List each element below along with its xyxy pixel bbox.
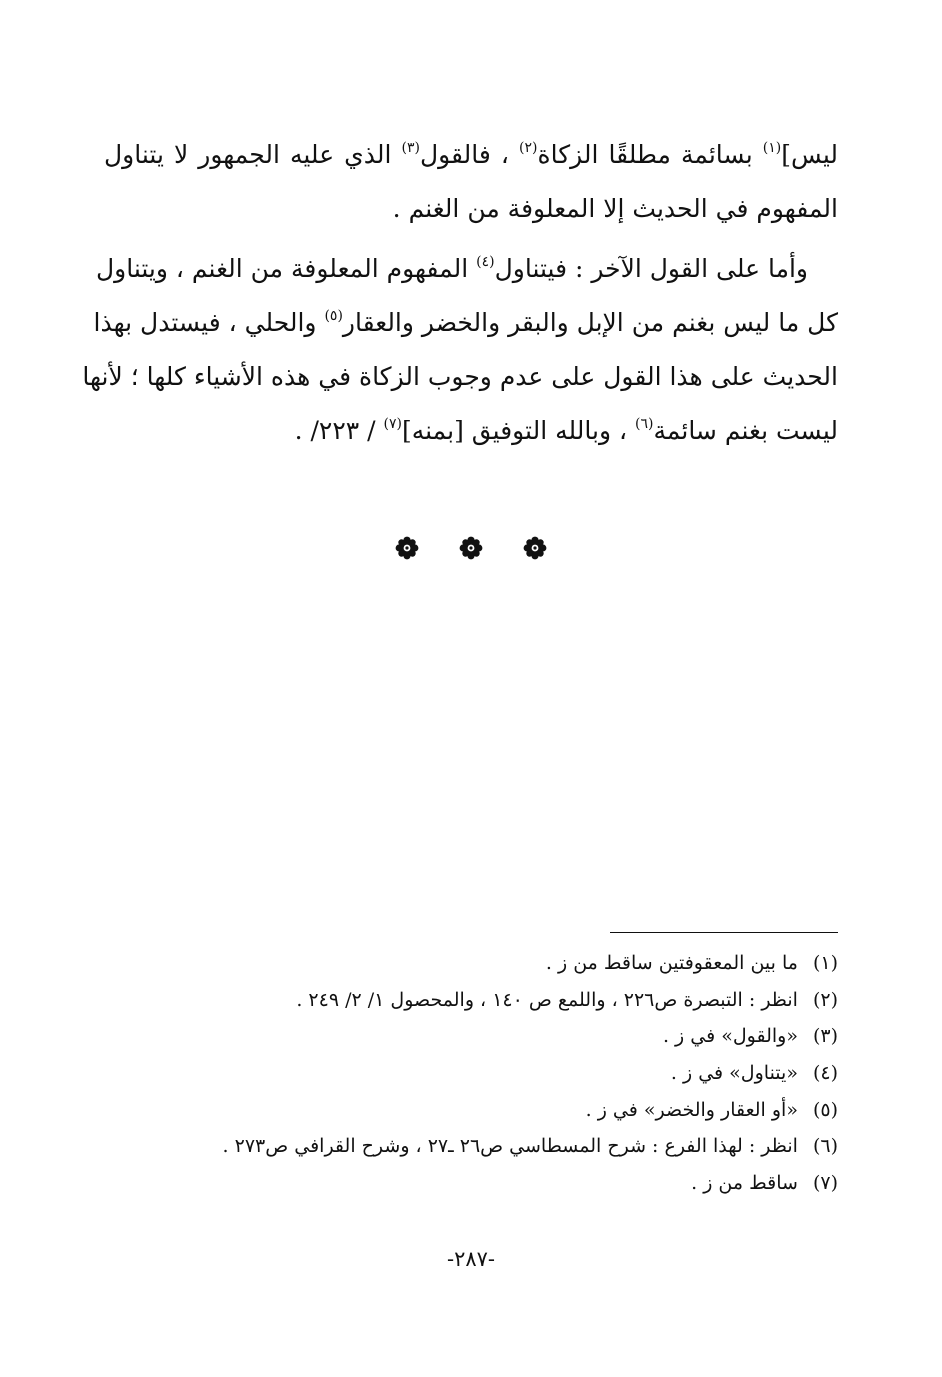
page-number: -٢٨٧- bbox=[446, 1247, 496, 1271]
footnote-item bbox=[104, 982, 838, 1019]
paragraph-1 bbox=[104, 128, 838, 236]
footnote-item bbox=[104, 1128, 838, 1165]
footnote-separator bbox=[610, 932, 838, 933]
footnote-text: انظر : لهذا الفرع : شرح المسطاسي ص٢٦ ـ٢٧ ، وشرح القرافي ص٢٧٣ . bbox=[222, 1135, 798, 1158]
text-line: كل ما ليس بغنم من الإبل والبقر والخضر والعقار$^{(٥)}$ والحلي ، فيستدل بهذا bbox=[93, 308, 838, 337]
footnote-ref: (١) bbox=[762, 140, 782, 156]
text-line: المفهوم في الحديث إلا المعلوفة من الغنم . bbox=[392, 194, 838, 223]
footnote-ref: (٣) bbox=[401, 140, 420, 156]
footnote-number: (٤) bbox=[812, 1062, 838, 1085]
footnote-item bbox=[104, 1055, 838, 1092]
text-line: ليس]$^{(١)}$ بسائمة مطلقًا الزكاة$^{(٢)}$ ، فالقول$^{(٣)}$ الذي عليه الجمهور لا يتناول bbox=[104, 140, 838, 169]
footnote-text: «والقول» في ز . bbox=[662, 1025, 798, 1048]
footnotes bbox=[104, 945, 838, 1202]
section-divider bbox=[0, 536, 942, 560]
footnote-text: «يتناول» في ز . bbox=[670, 1062, 798, 1085]
footnote-text: ما بين المعقوفتين ساقط من ز . bbox=[545, 952, 798, 974]
footnote-text: «أو العقار والخضر» في ز . bbox=[585, 1098, 798, 1121]
footnote-item bbox=[104, 1018, 838, 1055]
footnote-ref: (٧) bbox=[383, 416, 402, 432]
footnote-ref: (٥) bbox=[324, 308, 343, 324]
footnote-item bbox=[104, 1092, 838, 1129]
floral-ornament-icon bbox=[459, 536, 483, 560]
footnote-number: (٥) bbox=[812, 1098, 838, 1121]
footnote-item bbox=[104, 1165, 838, 1202]
main-text bbox=[82, 128, 838, 458]
footnote-number: (٧) bbox=[812, 1172, 838, 1195]
paragraph-2 bbox=[82, 242, 838, 458]
text-line: ليست بغنم سائمة$^{(٦)}$ ، وبالله التوفيق [بمنه]$^{(٧)}$ / ٢٢٣/ . bbox=[294, 416, 838, 445]
footnote-number: (٣) bbox=[812, 1025, 838, 1048]
floral-ornament-icon bbox=[523, 536, 547, 560]
footnote-item bbox=[104, 945, 838, 982]
floral-ornament-icon bbox=[395, 536, 419, 560]
text-line: الحديث على هذا القول على عدم وجوب الزكاة في هذه الأشياء كلها ؛ لأنها bbox=[82, 362, 838, 391]
footnote-text: ساقط من ز . bbox=[691, 1172, 798, 1195]
text-line: وأما على القول الآخر : فيتناول$^{(٤)}$ المفهوم المعلوفة من الغنم ، ويتناول bbox=[95, 254, 808, 283]
footnote-ref: (٦) bbox=[635, 416, 654, 432]
footnote-number: (٢) bbox=[812, 988, 838, 1011]
footnote-text: انظر : التبصرة ص٢٢٦ ، واللمع ص ١٤٠ ، والمحصول ١/ ٢/ ٢٤٩ . bbox=[296, 988, 798, 1011]
footnote-ref: (٢) bbox=[519, 140, 538, 156]
footnote-ref: (٤) bbox=[476, 254, 495, 270]
footnote-number: (٦) bbox=[812, 1135, 838, 1158]
footnote-number: (١) bbox=[812, 952, 838, 974]
